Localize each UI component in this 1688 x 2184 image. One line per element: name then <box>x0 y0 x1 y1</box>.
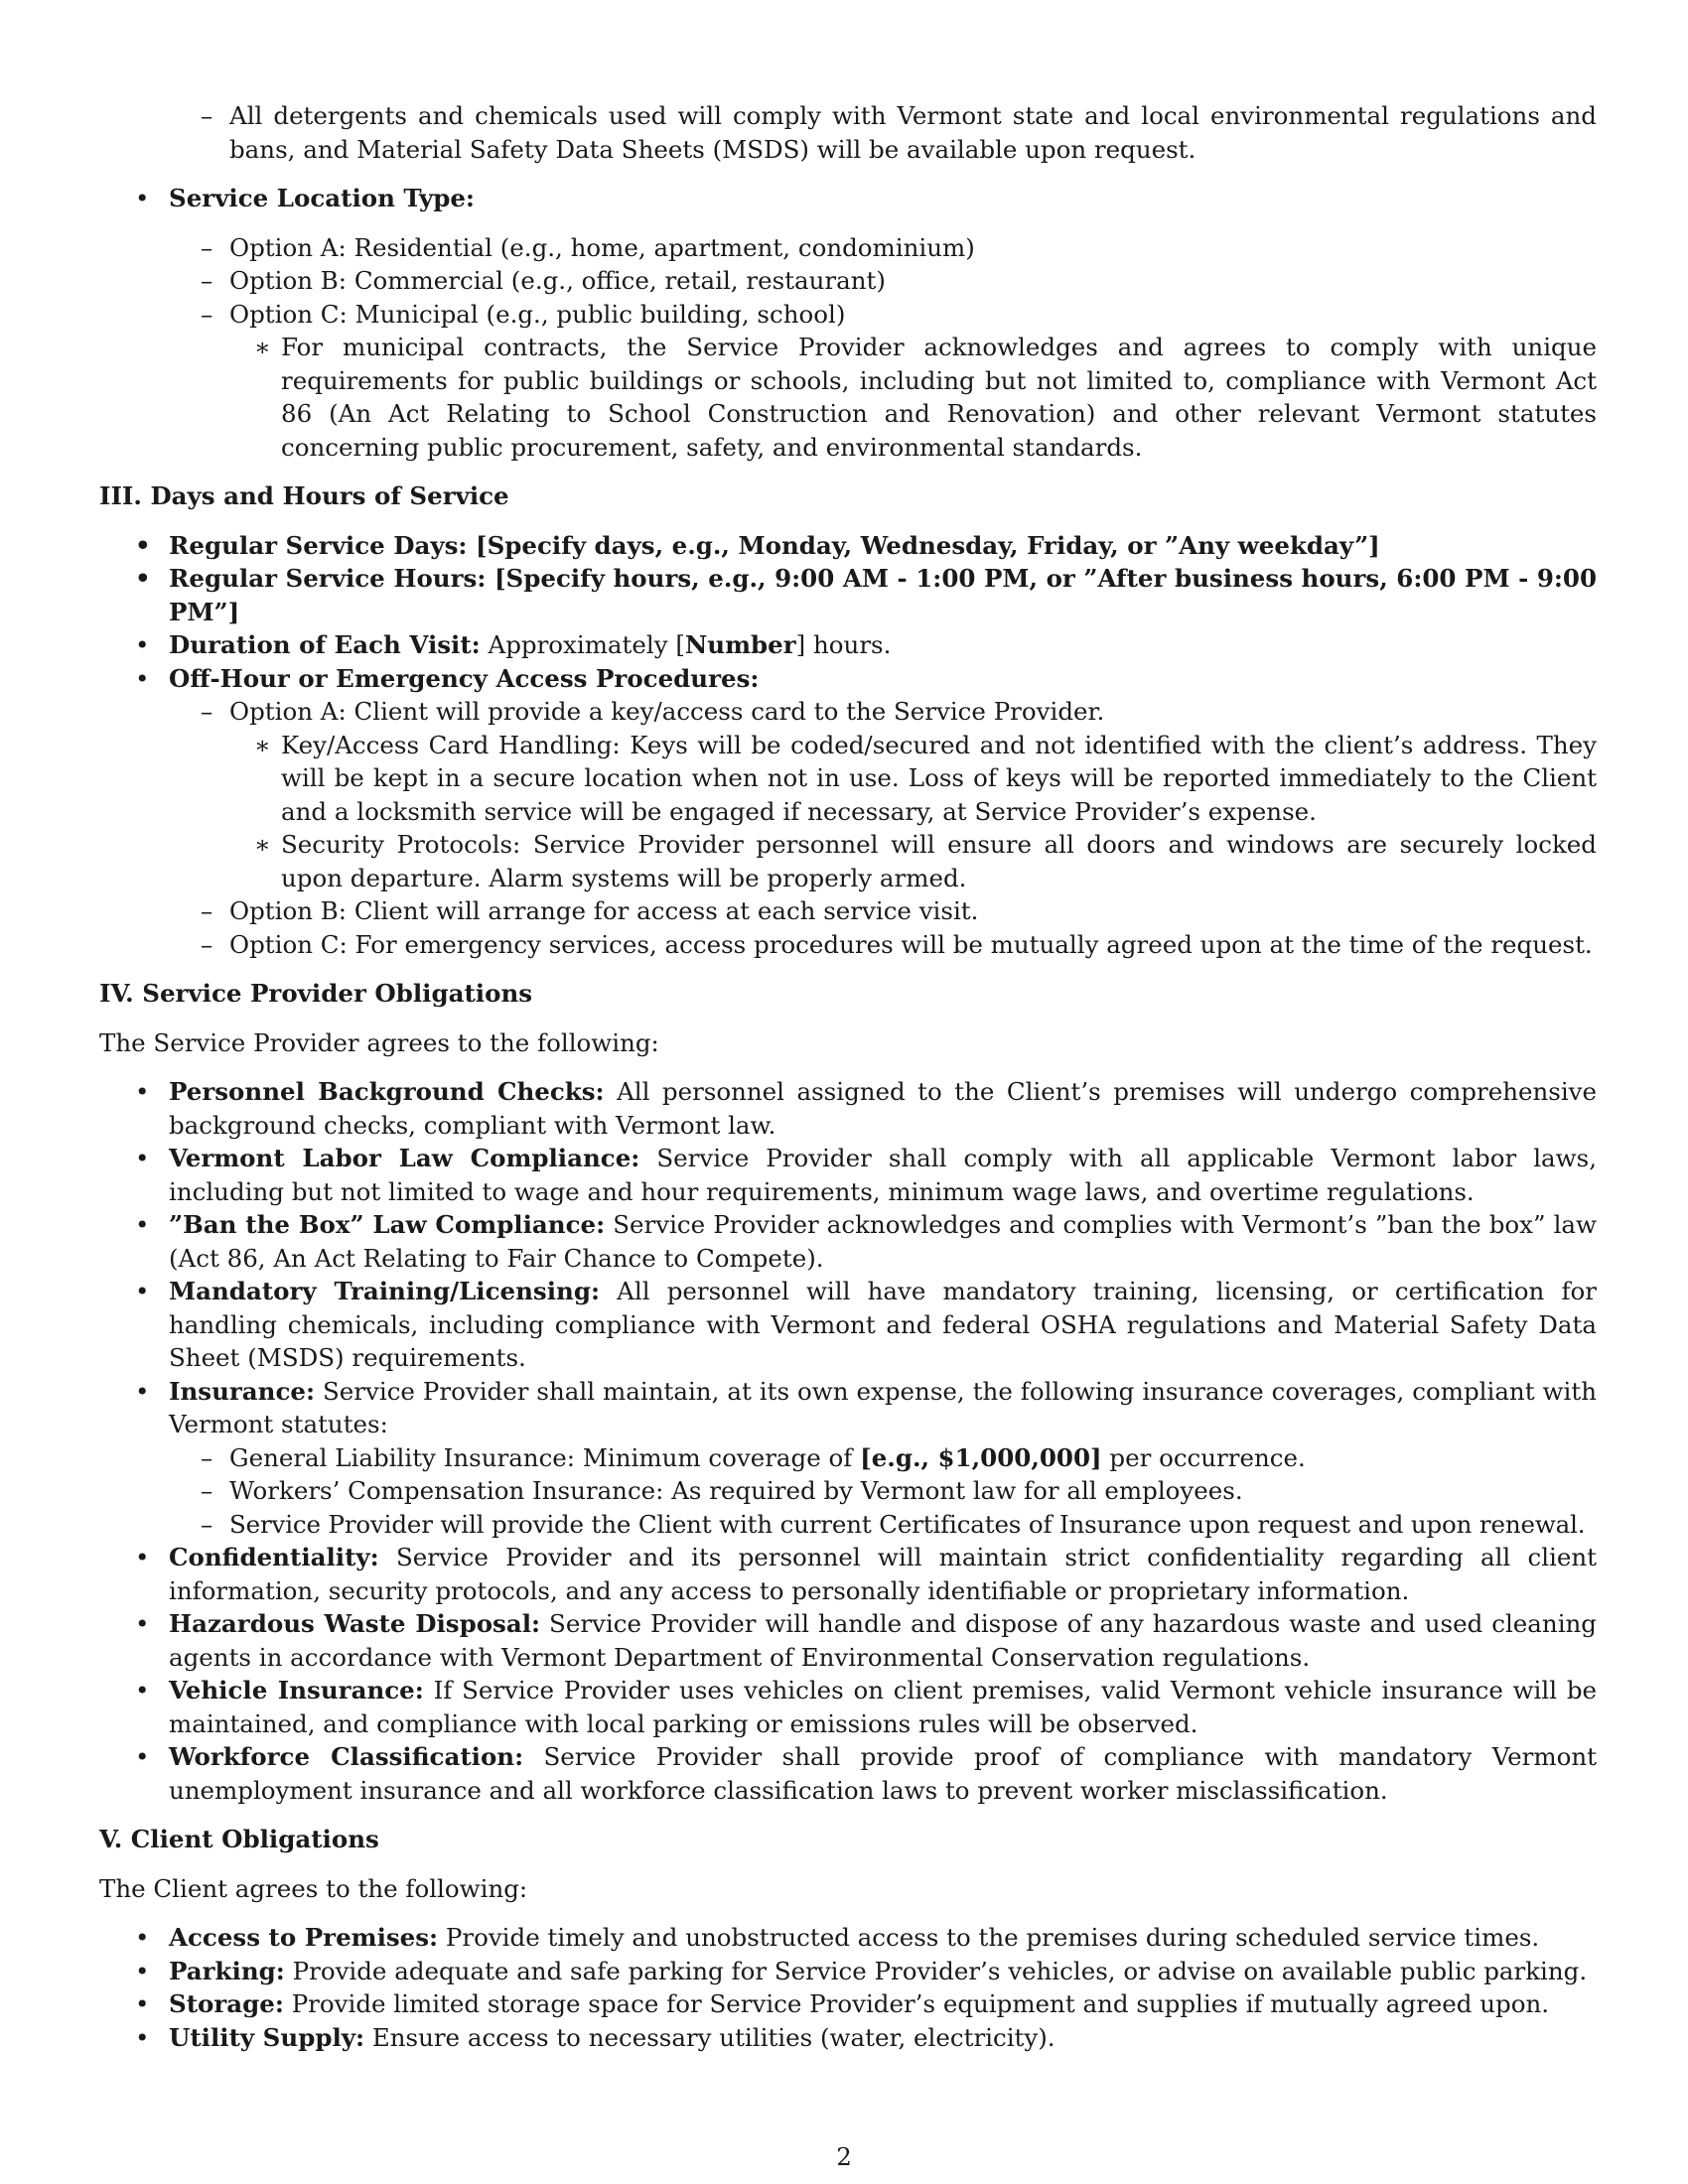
insurance-intro <box>169 1375 1597 1441</box>
general-liability-amount: [e.g., $1,000,000] <box>860 1442 1102 1472</box>
insurance-item <box>99 1375 1597 1542</box>
location-list <box>99 182 1597 464</box>
obligation-label: Confidentiality: <box>169 1543 379 1571</box>
obligation-text: Service Provider shall maintain, at its own expense, the following insurance coverages, compliant with Vermont statutes: <box>169 1376 1597 1438</box>
obligation-text: Service Provider will handle and dispose of any hazardous waste and used cleaning agents in accordance with Vermont Department of Environmental Conservation regulations. <box>169 1609 1597 1672</box>
obligation-item <box>99 1740 1597 1807</box>
key-handling: ∗ Key/Access Card Handling: Keys will be coded/secured and not identified with the client’s address. They will be kept in a secure location when not in use. Loss of keys will be reported immediately to the Client and a locksmith service will be engaged if necessary, at Service Provider’s expense. <box>229 729 1597 829</box>
access-option-c: – Option C: For emergency services, access procedures will be mutually agreed upon at the time of the request. <box>169 928 1597 962</box>
location-options <box>169 231 1597 465</box>
document-page <box>99 99 1597 2054</box>
obligation-item <box>99 1607 1597 1674</box>
section-5-list <box>99 1921 1597 2054</box>
client-obligation-text: Provide limited storage space for Service Provider’s equipment and supplies if mutually agreed upon. <box>283 1989 1550 2018</box>
obligation-label: Insurance: <box>169 1376 316 1406</box>
client-obligation-label: Access to Premises: <box>169 1923 439 1952</box>
municipal-note: ∗ For municipal contracts, the Service Provider acknowledges and agrees to comply with unique requirements for public buildings or schools, including but not limited to, compliance with Vermont Act 86 (An Act Relating to School Construction and Renovation) and other relevant Vermont statutes concerning public procurement, safety, and environmental standards. <box>229 331 1597 464</box>
insurance-certificates: – Service Provider will provide the Client with current Certificates of Insurance upon request and upon renewal. <box>169 1508 1597 1542</box>
obligation-label: Mandatory Training/Licensing: <box>169 1277 601 1305</box>
client-obligation-label: Parking: <box>169 1956 285 1985</box>
obligation-text: Service Provider shall provide proof of compliance with mandatory Vermont unemployment insurance and all workforce classification laws to prevent worker misclassification. <box>169 1742 1597 1805</box>
workers-comp: – Workers’ Compensation Insurance: As required by Vermont law for all employees. <box>169 1474 1597 1508</box>
client-obligation-label: Utility Supply: <box>169 2022 365 2052</box>
hours-value: [Specify hours, e.g., 9:00 AM - 1:00 PM, or ”After business hours, 6:00 PM - 9:00 PM”] <box>169 564 1598 626</box>
duration-post: ] hours. <box>795 630 892 659</box>
duration-pre: Approximately [ <box>488 630 685 659</box>
security-protocols: ∗ Security Protocols: Service Provider personnel will ensure all doors and windows are securely locked upon departure. Alarm systems will be properly armed. <box>229 828 1597 894</box>
duration-number: Number <box>684 630 796 659</box>
general-liability-pre: General Liability Insurance: Minimum coverage of <box>229 1442 861 1472</box>
regular-service-hours <box>99 562 1597 628</box>
insurance-list <box>169 1441 1597 1542</box>
client-obligation-text: Provide adequate and safe parking for Service Provider’s vehicles, or advise on available public parking. <box>284 1956 1588 1985</box>
visit-duration <box>99 628 1597 662</box>
obligation-item <box>99 1075 1597 1142</box>
location-option-a: – Option A: Residential (e.g., home, apartment, condominium) <box>169 231 1597 265</box>
obligation-text: Service Provider and its personnel will maintain strict confidentiality regarding all client information, security protocols, and any access to personally identifiable or proprietary information. <box>169 1543 1597 1605</box>
page-number: 2 <box>836 2142 852 2171</box>
access-option-a-text: Option A: Client will provide a key/access card to the Service Provider. <box>229 697 1105 726</box>
days-label: Regular Service Days: <box>169 530 468 560</box>
access-option-a <box>169 695 1597 894</box>
obligation-text: Service Provider shall comply with all applicable Vermont labor laws, including but not limited to wage and hour requirements, minimum wage laws, and overtime regulations. <box>169 1144 1597 1206</box>
general-liability-post: per occurrence. <box>1101 1442 1306 1472</box>
client-obligation-text: Provide timely and unobstructed access to the premises during scheduled service times. <box>438 1923 1540 1952</box>
access-options <box>169 695 1597 961</box>
service-location-type <box>99 182 1597 464</box>
obligation-item <box>99 1541 1597 1607</box>
obligation-label: Workforce Classification: <box>169 1742 524 1771</box>
client-obligation-item <box>99 1921 1597 1955</box>
obligation-item <box>99 1275 1597 1375</box>
client-obligation-label: Storage: <box>169 1989 284 2018</box>
obligation-text: Service Provider acknowledges and complies with Vermont’s ”ban the box” law (Act 86, An Act Relating to Fair Chance to Compete). <box>169 1210 1597 1273</box>
obligation-label: Personnel Background Checks: <box>169 1077 605 1106</box>
obligation-item <box>99 1142 1597 1208</box>
location-option-c-text: Option C: Municipal (e.g., public building, school) <box>229 299 846 329</box>
detergent-compliance-item: – All detergents and chemicals used will comply with Vermont state and local environmental regulations and bans, and Material Safety Data Sheets (MSDS) will be available upon request. <box>99 99 1597 166</box>
access-option-a-details <box>229 729 1597 895</box>
section-3-list <box>99 529 1597 962</box>
days-value: [Specify days, e.g., Monday, Wednesday, Friday, or ”Any weekday”] <box>476 530 1380 560</box>
location-option-b: – Option B: Commercial (e.g., office, retail, restaurant) <box>169 264 1597 298</box>
obligation-label: Hazardous Waste Disposal: <box>169 1609 541 1638</box>
section-5-heading: V. Client Obligations <box>99 1825 379 1853</box>
obligation-text: If Service Provider uses vehicles on client premises, valid Vermont vehicle insurance will be maintained, and compliance with local parking or emissions rules will be observed. <box>169 1676 1597 1738</box>
client-obligation-item <box>99 2021 1597 2055</box>
client-obligation-item <box>99 1955 1597 1988</box>
hours-label: Regular Service Hours: <box>169 564 487 593</box>
obligation-text: All personnel assigned to the Client’s premises will undergo comprehensive background checks, compliant with Vermont law. <box>169 1077 1597 1140</box>
client-obligation-text: Ensure access to necessary utilities (water, electricity). <box>364 2022 1055 2052</box>
access-option-b: – Option B: Client will arrange for access at each service visit. <box>169 894 1597 928</box>
municipal-notes <box>229 331 1597 464</box>
client-obligation-item <box>99 1987 1597 2021</box>
regular-service-days <box>99 529 1597 563</box>
obligation-label: Vermont Labor Law Compliance: <box>169 1144 640 1172</box>
general-liability <box>169 1441 1597 1475</box>
section-4-list <box>99 1075 1597 1807</box>
duration-label: Duration of Each Visit: <box>169 630 481 659</box>
obligation-label: Vehicle Insurance: <box>169 1676 424 1705</box>
access-label: Off-Hour or Emergency Access Procedures: <box>169 663 760 693</box>
section-4-intro: The Service Provider agrees to the following: <box>99 1027 659 1057</box>
obligation-label: ”Ban the Box” Law Compliance: <box>169 1210 606 1239</box>
obligation-item <box>99 1674 1597 1740</box>
location-option-c <box>169 298 1597 465</box>
location-label: Service Location Type: <box>169 184 475 212</box>
section-4-heading: IV. Service Provider Obligations <box>99 979 533 1008</box>
obligation-text: All personnel will have mandatory training, licensing, or certification for handling chemicals, including compliance with Vermont and federal OSHA regulations and Material Safety Data Sheet (MSDS) requirements. <box>169 1277 1598 1372</box>
access-procedures <box>99 662 1597 962</box>
section-5-intro: The Client agrees to the following: <box>99 1873 528 1903</box>
section-3-heading: III. Days and Hours of Service <box>99 481 509 510</box>
obligation-item <box>99 1208 1597 1275</box>
